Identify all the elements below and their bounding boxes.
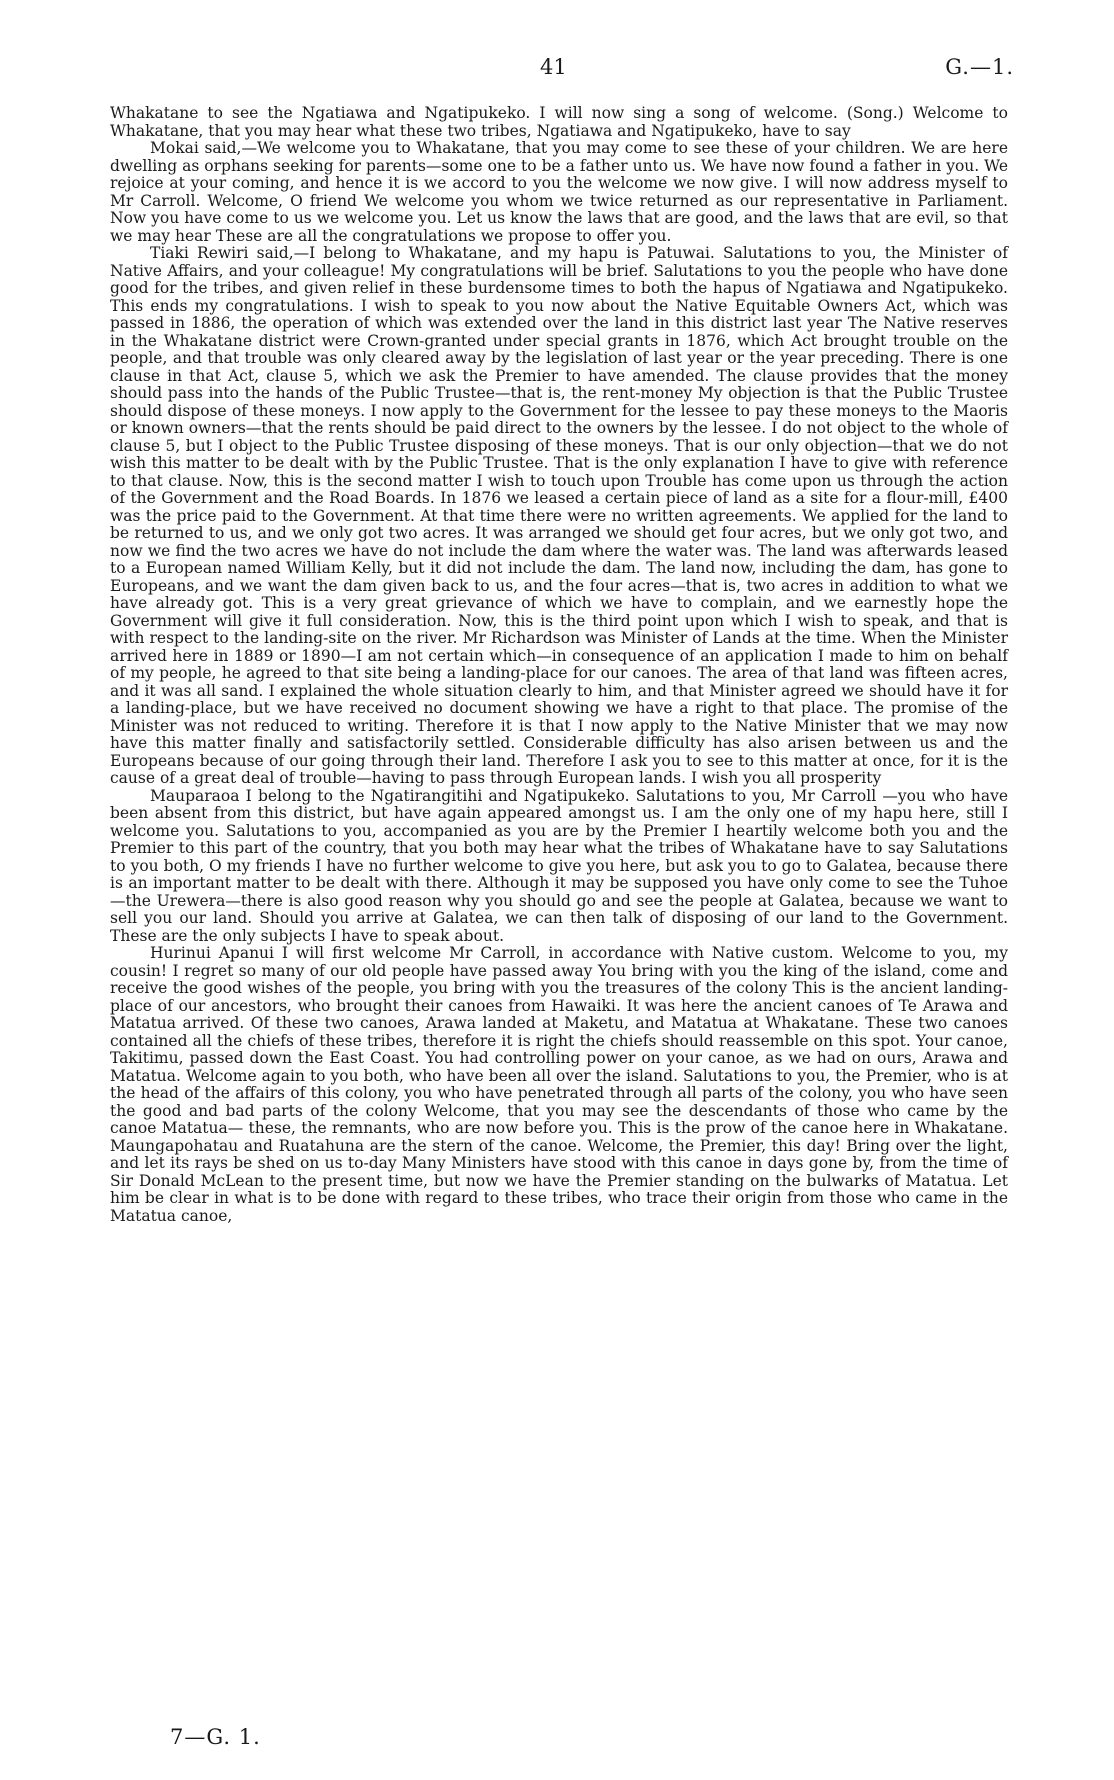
- paragraph-mauparaoa: Mauparaoa I belong to the Ngatirangitihi and Ngatipukeko. Salutations to you, Mr Carroll —you who have been absent from this district, but have again appeared amongst us. I am the only one of my hapu here, still I welcome you. Salutations to you, accompanied as you are by the Premier I heartily welcome both you and the Premier to this part of the country, that you both may hear what the tribes of Whakatane have to say Salutations to you both, O my friends I have no further welcome to give you here, but ask you to go to Galatea, because there is an important matter to be dealt with there. Although it may be supposed you have only come to see the Tuhoe—the Urewera—there is also good reason why you should go and see the people at Galatea, because we want to sell you our land. Should you arrive at Galatea, we can then talk of disposing of our land to the Government. These are the only subjects I have to speak about.: [110, 786, 1008, 945]
- paragraph-mokai: Mokai said,—We welcome you to Whakatane, that you may come to see these of your children. We are here dwelling as orphans seeking for parents—some one to be a father unto us. We have now found a father in you. We rejoice at your coming, and hence it is we accord to you the welcome we now give. I will now address myself to Mr Carroll. Welcome, O friend We welcome you whom we twice returned as our representative in Parliament. Now you have come to us we welcome you. Let us know the laws that are good, and the laws that are evil, so that we may hear These are all the congratulations we propose to offer you.: [110, 139, 1008, 245]
- paragraph-tiaki-rewiri: Tiaki Rewiri said,—I belong to Whakatane, and my hapu is Patuwai. Salutations to you, the Minister of Native Affairs, and your colleague! My congratulations will be brief. Salutations to you the people who have done good for the tribes, and given relief in these burdensome times to both the hapus of Ngatiawa and Ngatipukeko. This ends my congratulations. I wish to speak to you now about the Native Equitable Owners Act, which was passed in 1886, the operation of which was extended over the land in this district last year The Native reserves in the Whakatane district were Crown-granted under special grants in 1876, which Act brought trouble on the people, and that trouble was only cleared away by the legislation of last year or the year preceding. There is one clause in that Act, clause 5, which we ask the Premier to have amended. The clause provides that the money should pass into the hands of the Public Trustee—that is, the rent-money My objection is that the Public Trustee should dispose of these moneys. I now apply to the Government for the lessee to pay these moneys to the Maoris or known owners—that the rents should be paid direct to the owners by the lessee. I do not object to the whole of clause 5, but I object to the Public Trustee disposing of these moneys. That is our only objection—that we do not wish this matter to be dealt with by the Public Trustee. That is the only explanation I have to give with reference to that clause. Now, this is the second matter I wish to touch upon Trouble has come upon us through the action of the Government and the Road Boards. In 1876 we leased a certain piece of land as a site for a flour-mill, £400 was the price paid to the Government. At that time there were no written agreements. We applied for the land to be returned to us, and we only got two acres. It was arranged we should get four acres, but we only got two, and now we find the two acres we have do not include the dam where the water was. The land was afterwards leased to a European named William Kelly, but it did not include the dam. The land now, including the dam, has gone to Europeans, and we want the dam given back to us, and the four acres—that is, two acres in addition to what we have already got. This is a very great grievance of which we have to complain, and we earnestly hope the Government will give it full consideration. Now, this is the third point upon which I wish to speak, and that is with respect to the landing-site on the river. Mr Richardson was Minister of Lands at the time. When the Minister arrived here in 1889 or 1890—I am not certain which—in consequence of an application I made to him on behalf of my people, he agreed to that site being a landing-place for our canoes. The area of that land was fifteen acres, and it was all sand. I explained the whole situation clearly to him, and that Minister agreed we should have it for a landing-place, but we have received no document showing we have a right to that place. The promise of the Minister was not reduced to writing. Therefore it is that I now apply to the Native Minister that we may now have this matter finally and satisfactorily settled. Considerable difficulty has also arisen between us and the Europeans because of our going through their land. Therefore I ask you to see to this matter at once, for it is the cause of a great deal of trouble—having to pass through European lands. I wish you all prosperity: [110, 244, 1008, 787]
- document-code: G.—1.: [945, 55, 1014, 79]
- footer-signature: 7—G. 1.: [170, 1725, 261, 1749]
- paragraph-continuation: Whakatane to see the Ngatiawa and Ngatipukeko. I will now sing a song of welcome. (Song.) Welcome to Whakatane, that you may hear what these two tribes, Ngatiawa and Ngatipukeko, have to say: [110, 104, 1008, 140]
- body-text: [110, 105, 1008, 1225]
- page-number: 41: [540, 55, 567, 79]
- paragraph-hurinui-apanui: Hurinui Apanui I will first welcome Mr Carroll, in accordance with Native custom. Welcome to you, my cousin! I regret so many of our old people have passed away You bring with you the king of the island, come and receive the good wishes of the people, you bring with you the treasures of the colony This is the ancient landing-place of our ancestors, who brought their canoes from Hawaiki. It was here the ancient canoes of Te Arawa and Matatua arrived. Of these two canoes, Arawa landed at Maketu, and Matatua at Whakatane. These two canoes contained all the chiefs of these tribes, therefore it is right the chiefs should reassemble on this spot. Your canoe, Takitimu, passed down the East Coast. You had controlling power on your canoe, as we had on ours, Arawa and Matatua. Welcome again to you both, who have been all over the island. Salutations to you, the Premier, who is at the head of the affairs of this colony, you who have penetrated through all parts of the colony, you who have seen the good and bad parts of the colony Welcome, that you may see the descendants of those who came by the canoe Matatua— these, the remnants, who are now before you. This is the prow of the canoe here in Whakatane. Maungapohatau and Ruatahuna are the stern of the canoe. Welcome, the Premier, this day! Bring over the light, and let its rays be shed on us to-day Many Ministers have stood with this canoe in days gone by, from the time of Sir Donald McLean to the present time, but now we have the Premier standing on the bulwarks of Matatua. Let him be clear in what is to be done with regard to these tribes, who trace their origin from those who came in the Matatua canoe,: [110, 944, 1008, 1225]
